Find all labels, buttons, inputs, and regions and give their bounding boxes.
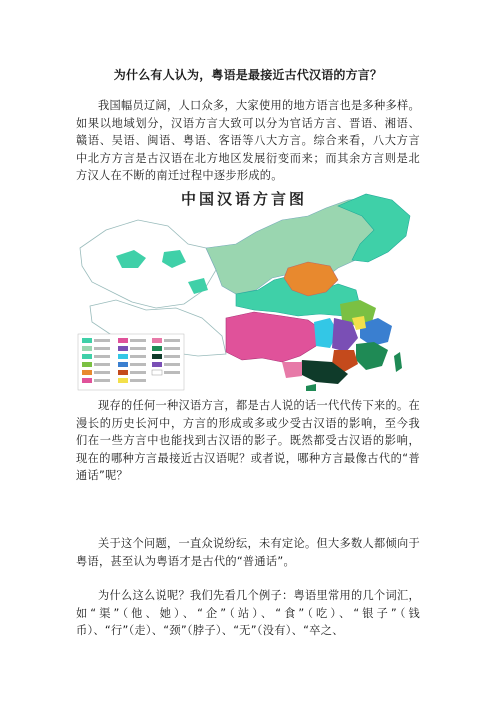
paragraph-body-2: 关于这个问题，一直众说纷纭，未有定论。但大多数人都倾向于粤语，甚至认为粤语才是古代的“普通话”。 [76,537,420,568]
island-hainan [306,384,316,391]
region-southwest-mandarin [226,312,322,362]
region-northwest [80,220,216,308]
dialect-map-image [76,186,420,392]
paragraph-body-1: 现存的任何一种汉语方言，都是古人说的话一代代传下来的。在漫长的历史长河中，方言的形成或多或少受古汉语的影响，至今我们在一些方言中也能找到古汉语的影子。既然都受古汉语的影响，现在的哪种方言最接近古汉语呢？或者说，哪种方言最像古代的“普通话”呢？ [76,399,420,483]
article-title: 为什么有人认为，粤语是最接近古代汉语的方言？ [113,68,383,82]
region-min [356,342,388,370]
dialect-map-illustration [76,186,420,392]
paragraph-body-3: 为什么这么说呢？我们先看几个例子：粤语里常用的几个词汇，如“渠”（他、她）、“企”（站）、“食”（吃）、“银子”（钱币）、“行”（走）、“颈”（脖子）、“无”（没有）、“卒之、 [76,589,420,638]
map-title: 中国汉语方言图 [180,190,308,208]
island-taiwan [394,352,402,372]
map-legend [78,334,184,390]
region-pinghua [282,362,302,378]
paragraph-intro: 我国幅员辽阔，人口众多，大家使用的地方语言也是多种多样。如果以地域划分，汉语方言大致可以分为官话方言、晋语、湘语、赣语、吴语、闽语、粤语、客语等八大方言。综合来看，八大方言中北方方言是古汉语在北方地区发展衍变而来；而其余方言则是北方汉人在不断的南迁过程中逐步形成的。 [76,99,420,183]
